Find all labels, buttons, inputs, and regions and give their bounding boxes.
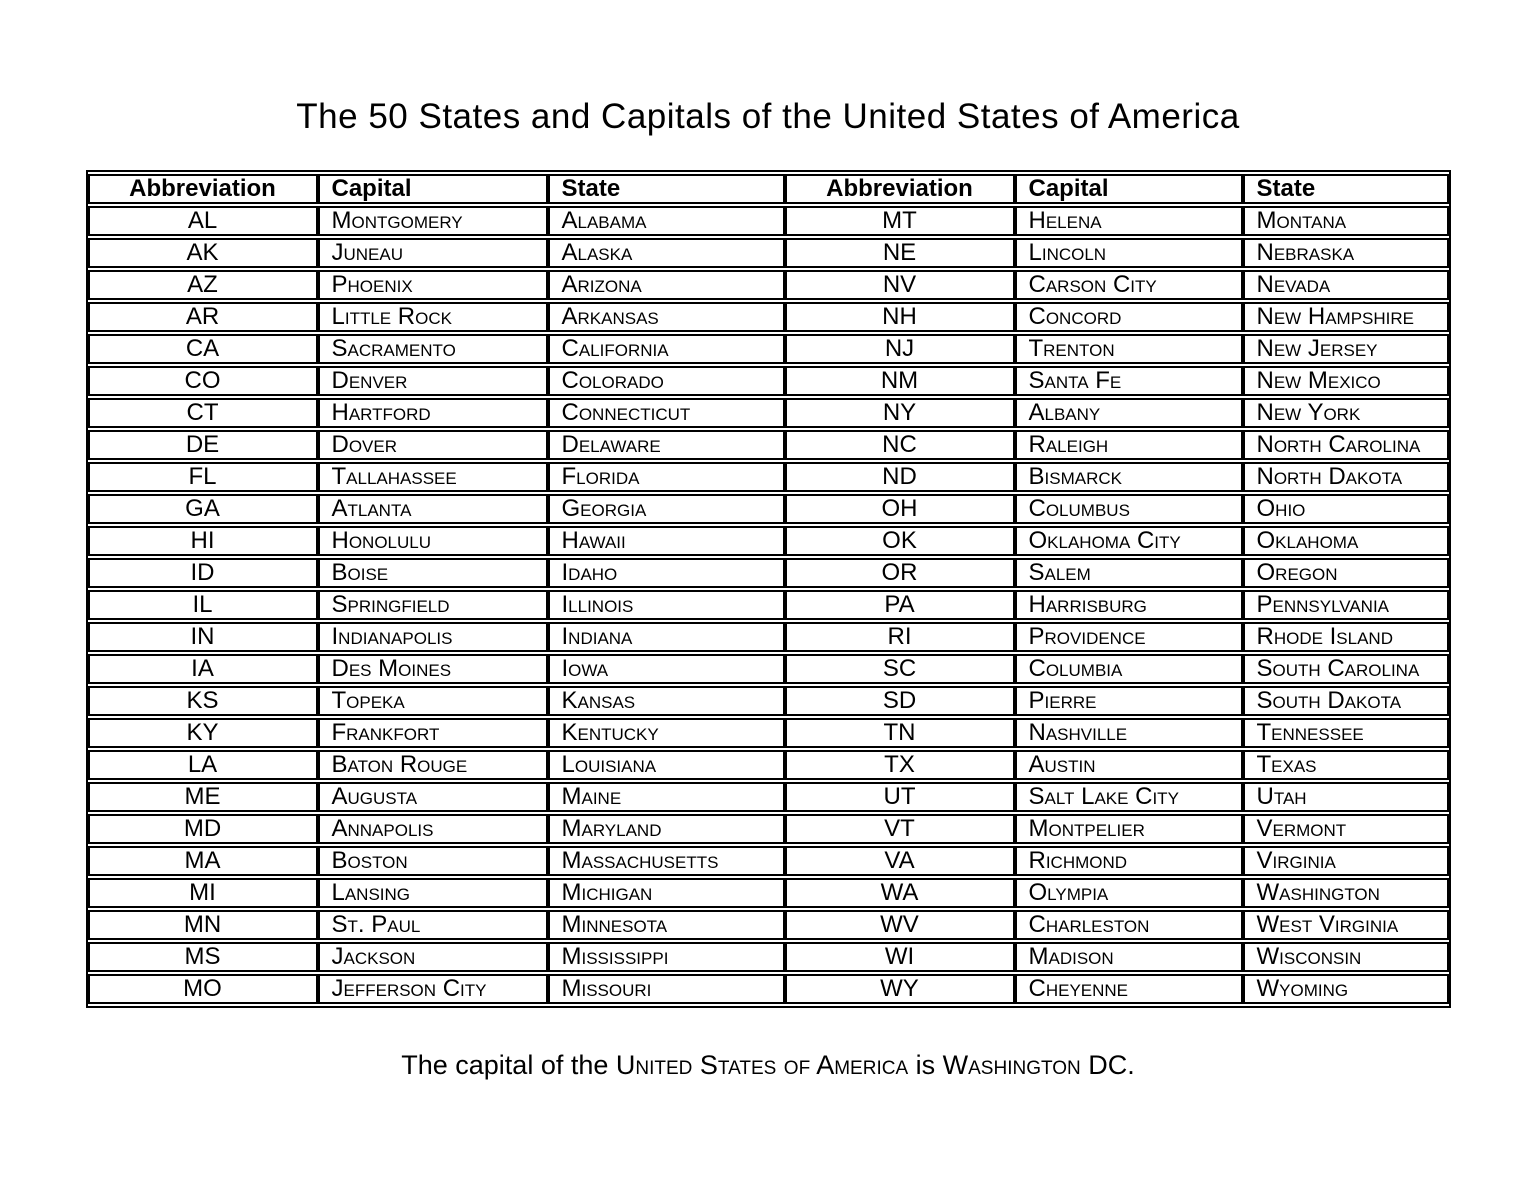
cell-abbreviation: MD bbox=[88, 814, 318, 844]
footer-text: The capital of the bbox=[401, 1050, 616, 1080]
cell-capital: Austin bbox=[1015, 750, 1243, 780]
cell-abbreviation: AR bbox=[88, 302, 318, 332]
cell-capital: Des Moines bbox=[318, 654, 548, 684]
footer-washington-dc-smallcaps: Washington DC bbox=[942, 1050, 1128, 1080]
cell-state: Mississippi bbox=[548, 942, 785, 972]
cell-state: Louisiana bbox=[548, 750, 785, 780]
cell-capital: Annapolis bbox=[318, 814, 548, 844]
cell-abbreviation: OK bbox=[785, 526, 1015, 556]
cell-state: Georgia bbox=[548, 494, 785, 524]
column-header-abbreviation-left: Abbreviation bbox=[88, 174, 318, 204]
cell-capital: Olympia bbox=[1015, 878, 1243, 908]
cell-state: Texas bbox=[1243, 750, 1449, 780]
cell-capital: Jefferson City bbox=[318, 974, 548, 1004]
cell-state: California bbox=[548, 334, 785, 364]
cell-state: Vermont bbox=[1243, 814, 1449, 844]
footer-period: . bbox=[1127, 1050, 1135, 1080]
table-row bbox=[88, 750, 1449, 780]
table-row bbox=[88, 398, 1449, 428]
cell-abbreviation: MN bbox=[88, 910, 318, 940]
cell-abbreviation: VA bbox=[785, 846, 1015, 876]
table-row bbox=[88, 270, 1449, 300]
cell-capital: Columbia bbox=[1015, 654, 1243, 684]
cell-abbreviation: ME bbox=[88, 782, 318, 812]
table-row bbox=[88, 718, 1449, 748]
cell-abbreviation: AL bbox=[88, 206, 318, 236]
table-row bbox=[88, 462, 1449, 492]
table-row bbox=[88, 302, 1449, 332]
cell-capital: Pierre bbox=[1015, 686, 1243, 716]
footer-usa-smallcaps: United States of America bbox=[615, 1050, 909, 1080]
cell-state: Tennessee bbox=[1243, 718, 1449, 748]
cell-abbreviation: OR bbox=[785, 558, 1015, 588]
cell-capital: Baton Rouge bbox=[318, 750, 548, 780]
cell-state: Kentucky bbox=[548, 718, 785, 748]
cell-capital: Denver bbox=[318, 366, 548, 396]
cell-capital: Bismarck bbox=[1015, 462, 1243, 492]
cell-capital: Jackson bbox=[318, 942, 548, 972]
cell-capital: Honolulu bbox=[318, 526, 548, 556]
column-header-capital-right: Capital bbox=[1015, 174, 1243, 204]
cell-capital: Nashville bbox=[1015, 718, 1243, 748]
cell-capital: Frankfort bbox=[318, 718, 548, 748]
cell-state: South Dakota bbox=[1243, 686, 1449, 716]
cell-capital: Springfield bbox=[318, 590, 548, 620]
cell-abbreviation: TN bbox=[785, 718, 1015, 748]
cell-capital: Hartford bbox=[318, 398, 548, 428]
cell-capital: Augusta bbox=[318, 782, 548, 812]
cell-capital: Boise bbox=[318, 558, 548, 588]
cell-abbreviation: MI bbox=[88, 878, 318, 908]
cell-abbreviation: RI bbox=[785, 622, 1015, 652]
cell-abbreviation: MS bbox=[88, 942, 318, 972]
cell-state: Oklahoma bbox=[1243, 526, 1449, 556]
table-row bbox=[88, 686, 1449, 716]
cell-abbreviation: MO bbox=[88, 974, 318, 1004]
cell-state: Delaware bbox=[548, 430, 785, 460]
cell-state: Ohio bbox=[1243, 494, 1449, 524]
cell-capital: Dover bbox=[318, 430, 548, 460]
cell-state: Kansas bbox=[548, 686, 785, 716]
table-row bbox=[88, 846, 1449, 876]
cell-capital: Phoenix bbox=[318, 270, 548, 300]
cell-abbreviation: WA bbox=[785, 878, 1015, 908]
cell-state: Utah bbox=[1243, 782, 1449, 812]
cell-state: North Carolina bbox=[1243, 430, 1449, 460]
cell-state: Wyoming bbox=[1243, 974, 1449, 1004]
cell-capital: Trenton bbox=[1015, 334, 1243, 364]
cell-capital: Albany bbox=[1015, 398, 1243, 428]
cell-state: Colorado bbox=[548, 366, 785, 396]
cell-abbreviation: IA bbox=[88, 654, 318, 684]
cell-capital: Providence bbox=[1015, 622, 1243, 652]
cell-abbreviation: OH bbox=[785, 494, 1015, 524]
table-row bbox=[88, 942, 1449, 972]
cell-capital: Helena bbox=[1015, 206, 1243, 236]
cell-state: Michigan bbox=[548, 878, 785, 908]
cell-abbreviation: NJ bbox=[785, 334, 1015, 364]
cell-capital: Columbus bbox=[1015, 494, 1243, 524]
cell-capital: Salt Lake City bbox=[1015, 782, 1243, 812]
cell-state: New Mexico bbox=[1243, 366, 1449, 396]
header-row bbox=[88, 174, 1449, 204]
cell-state: Arizona bbox=[548, 270, 785, 300]
states-capitals-table bbox=[86, 170, 1451, 1008]
cell-capital: Oklahoma City bbox=[1015, 526, 1243, 556]
table-row bbox=[88, 590, 1449, 620]
cell-abbreviation: ID bbox=[88, 558, 318, 588]
cell-abbreviation: NE bbox=[785, 238, 1015, 268]
cell-capital: Atlanta bbox=[318, 494, 548, 524]
table-row bbox=[88, 814, 1449, 844]
cell-state: Connecticut bbox=[548, 398, 785, 428]
cell-state: Washington bbox=[1243, 878, 1449, 908]
cell-capital: Indianapolis bbox=[318, 622, 548, 652]
cell-abbreviation: DE bbox=[88, 430, 318, 460]
cell-capital: Boston bbox=[318, 846, 548, 876]
cell-capital: Lincoln bbox=[1015, 238, 1243, 268]
cell-abbreviation: CO bbox=[88, 366, 318, 396]
cell-abbreviation: HI bbox=[88, 526, 318, 556]
cell-capital: Raleigh bbox=[1015, 430, 1243, 460]
footer-caption bbox=[0, 1050, 1536, 1081]
cell-abbreviation: PA bbox=[785, 590, 1015, 620]
table-row bbox=[88, 430, 1449, 460]
cell-abbreviation: AK bbox=[88, 238, 318, 268]
cell-capital: Little Rock bbox=[318, 302, 548, 332]
cell-capital: Madison bbox=[1015, 942, 1243, 972]
page-title: The 50 States and Capitals of the United States of America bbox=[296, 97, 1240, 136]
table-row bbox=[88, 526, 1449, 556]
cell-state: New Hampshire bbox=[1243, 302, 1449, 332]
cell-abbreviation: TX bbox=[785, 750, 1015, 780]
cell-abbreviation: FL bbox=[88, 462, 318, 492]
cell-capital: Cheyenne bbox=[1015, 974, 1243, 1004]
cell-state: Montana bbox=[1243, 206, 1449, 236]
cell-abbreviation: SC bbox=[785, 654, 1015, 684]
cell-state: Idaho bbox=[548, 558, 785, 588]
column-header-abbreviation-right: Abbreviation bbox=[785, 174, 1015, 204]
cell-capital: Montgomery bbox=[318, 206, 548, 236]
cell-state: Florida bbox=[548, 462, 785, 492]
cell-capital: Tallahassee bbox=[318, 462, 548, 492]
table-row bbox=[88, 206, 1449, 236]
cell-abbreviation: CT bbox=[88, 398, 318, 428]
cell-state: Hawaii bbox=[548, 526, 785, 556]
cell-capital: Charleston bbox=[1015, 910, 1243, 940]
cell-capital: Harrisburg bbox=[1015, 590, 1243, 620]
cell-state: Illinois bbox=[548, 590, 785, 620]
cell-state: Nevada bbox=[1243, 270, 1449, 300]
cell-state: Alabama bbox=[548, 206, 785, 236]
cell-capital: Lansing bbox=[318, 878, 548, 908]
cell-state: Alaska bbox=[548, 238, 785, 268]
cell-capital: Montpelier bbox=[1015, 814, 1243, 844]
table-row bbox=[88, 974, 1449, 1004]
cell-state: Massachusetts bbox=[548, 846, 785, 876]
cell-abbreviation: KS bbox=[88, 686, 318, 716]
cell-abbreviation: NM bbox=[785, 366, 1015, 396]
cell-state: Virginia bbox=[1243, 846, 1449, 876]
cell-abbreviation: WV bbox=[785, 910, 1015, 940]
footer-text-is: is bbox=[908, 1050, 943, 1080]
cell-state: Maryland bbox=[548, 814, 785, 844]
cell-state: Indiana bbox=[548, 622, 785, 652]
cell-abbreviation: AZ bbox=[88, 270, 318, 300]
cell-state: North Dakota bbox=[1243, 462, 1449, 492]
cell-state: Arkansas bbox=[548, 302, 785, 332]
cell-capital: Richmond bbox=[1015, 846, 1243, 876]
cell-capital: Carson City bbox=[1015, 270, 1243, 300]
cell-state: Oregon bbox=[1243, 558, 1449, 588]
cell-abbreviation: WI bbox=[785, 942, 1015, 972]
cell-abbreviation: LA bbox=[88, 750, 318, 780]
table-row bbox=[88, 366, 1449, 396]
cell-abbreviation: MT bbox=[785, 206, 1015, 236]
cell-state: South Carolina bbox=[1243, 654, 1449, 684]
cell-capital: Sacramento bbox=[318, 334, 548, 364]
cell-abbreviation: KY bbox=[88, 718, 318, 748]
cell-abbreviation: NC bbox=[785, 430, 1015, 460]
cell-abbreviation: VT bbox=[785, 814, 1015, 844]
cell-abbreviation: GA bbox=[88, 494, 318, 524]
column-header-state-right: State bbox=[1243, 174, 1449, 204]
cell-abbreviation: NV bbox=[785, 270, 1015, 300]
cell-abbreviation: WY bbox=[785, 974, 1015, 1004]
table-row bbox=[88, 782, 1449, 812]
cell-abbreviation: NY bbox=[785, 398, 1015, 428]
table-row bbox=[88, 558, 1449, 588]
cell-abbreviation: MA bbox=[88, 846, 318, 876]
cell-state: Pennsylvania bbox=[1243, 590, 1449, 620]
cell-abbreviation: CA bbox=[88, 334, 318, 364]
cell-abbreviation: IN bbox=[88, 622, 318, 652]
cell-capital: Concord bbox=[1015, 302, 1243, 332]
cell-abbreviation: IL bbox=[88, 590, 318, 620]
column-header-capital-left: Capital bbox=[318, 174, 548, 204]
table-body bbox=[88, 206, 1449, 1004]
table-row bbox=[88, 494, 1449, 524]
cell-abbreviation: SD bbox=[785, 686, 1015, 716]
cell-capital: Salem bbox=[1015, 558, 1243, 588]
table-row bbox=[88, 878, 1449, 908]
cell-state: Iowa bbox=[548, 654, 785, 684]
table-row bbox=[88, 334, 1449, 364]
cell-state: Minnesota bbox=[548, 910, 785, 940]
cell-capital: Topeka bbox=[318, 686, 548, 716]
cell-abbreviation: ND bbox=[785, 462, 1015, 492]
cell-capital: Juneau bbox=[318, 238, 548, 268]
cell-capital: Santa Fe bbox=[1015, 366, 1243, 396]
cell-state: Nebraska bbox=[1243, 238, 1449, 268]
table-row bbox=[88, 238, 1449, 268]
cell-state: Wisconsin bbox=[1243, 942, 1449, 972]
cell-state: Maine bbox=[548, 782, 785, 812]
table-row bbox=[88, 910, 1449, 940]
cell-state: New Jersey bbox=[1243, 334, 1449, 364]
cell-abbreviation: NH bbox=[785, 302, 1015, 332]
table-row bbox=[88, 654, 1449, 684]
cell-state: Rhode Island bbox=[1243, 622, 1449, 652]
cell-capital: St. Paul bbox=[318, 910, 548, 940]
cell-state: Missouri bbox=[548, 974, 785, 1004]
column-header-state-left: State bbox=[548, 174, 785, 204]
table-row bbox=[88, 622, 1449, 652]
cell-abbreviation: UT bbox=[785, 782, 1015, 812]
cell-state: West Virginia bbox=[1243, 910, 1449, 940]
cell-state: New York bbox=[1243, 398, 1449, 428]
